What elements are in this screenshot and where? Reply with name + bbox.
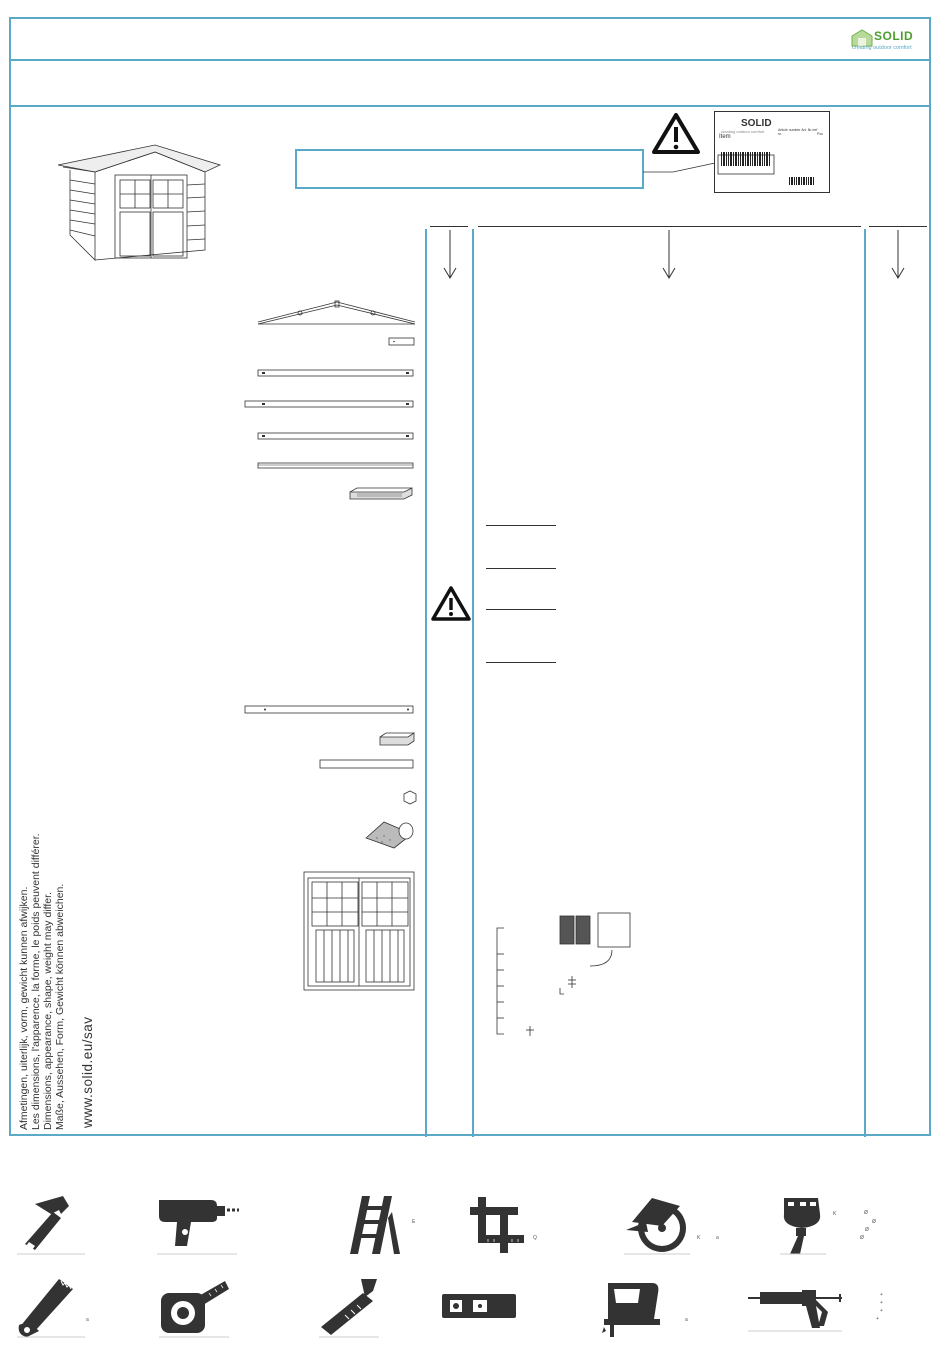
hammer-icon: [15, 1192, 90, 1257]
hole-saw-diameter-mark: Ø: [865, 1227, 869, 1233]
hole-saw-diameter-mark: Ø: [872, 1219, 876, 1225]
arrow-down-icon: [890, 230, 906, 282]
text-underline: [486, 525, 556, 526]
sticker-brand: SOLID: [741, 118, 772, 129]
column-divider-2: [472, 229, 474, 1137]
header-divider: [9, 59, 931, 61]
spirit-level-icon: [440, 1290, 520, 1324]
ladder-icon: [348, 1192, 403, 1257]
shed-illustration: [55, 140, 225, 265]
caulk-plus-mark: +: [876, 1316, 879, 1322]
text-underline: [486, 568, 556, 569]
part-small-block: [388, 337, 416, 347]
hole-saw-diameter-mark: Ø: [864, 1210, 868, 1216]
part-long-beam-1: [256, 368, 416, 378]
column-divider-1: [425, 229, 427, 1137]
part-floor-board: [347, 486, 417, 502]
sticker-qty-label: Pcs: [817, 132, 823, 136]
hole-saw-diameter-mark: Ø: [860, 1235, 864, 1241]
brand-tagline: creating outdoor comfort: [852, 45, 912, 51]
disclaimer-line-de: Maße, Aussehen, Form, Gewicht können abweichen.: [54, 883, 66, 1130]
part-double-door: [302, 870, 416, 992]
disclaimer-line-nl: Afmetingen, uiterlijk, vorm, gewicht kunnen afwijken.: [18, 886, 30, 1130]
warning-icon: [430, 584, 472, 624]
support-url: www.solid.eu/sav: [80, 1016, 95, 1128]
arrow-down-icon: [661, 230, 677, 282]
caulk-gun-icon: [746, 1282, 846, 1334]
tape-measure-icon: [157, 1275, 232, 1340]
assembly-diagram: [490, 908, 640, 1038]
warning-icon: [650, 110, 702, 158]
handsaw-mark: a: [86, 1317, 89, 1323]
drill-icon: [155, 1192, 240, 1257]
jigsaw-icon: [600, 1275, 672, 1340]
column-header-line-1: [430, 226, 468, 227]
square-icon: [468, 1195, 526, 1257]
handsaw-icon: [15, 1275, 90, 1340]
circular-saw-mark-k: K: [697, 1235, 701, 1241]
brand-logo: [848, 26, 928, 56]
sticker-tagline: creating outdoor comfort: [721, 129, 765, 134]
part-nut: [402, 789, 418, 807]
sticker-article-label: Article number Art. Nr./ref nr.: [778, 128, 818, 136]
caulk-plus-mark: +: [880, 1300, 883, 1306]
caulk-plus-mark: +: [880, 1308, 883, 1314]
square-mark: Q: [533, 1235, 537, 1241]
arrow-down-icon: [442, 230, 458, 282]
utility-knife-icon: [317, 1275, 382, 1340]
text-underline: [486, 662, 556, 663]
part-long-beam-4: [256, 460, 416, 470]
hole-saw-mark-k: K: [833, 1211, 837, 1217]
disclaimer-line-fr: Les dimensions, l'apparence, la forme, le poids peuvent différer.: [30, 833, 42, 1130]
part-wedge: [378, 731, 416, 747]
part-roofing-felt-roll: [362, 816, 417, 850]
sticker-item-label: Item: [719, 134, 731, 140]
disclaimer-line-en: Dimensions, appearance, shape, weight may differ.: [42, 892, 54, 1130]
column-header-line-3: [869, 226, 927, 227]
column-header-line-2: [478, 226, 861, 227]
brand-name: SOLID: [874, 29, 914, 43]
disclaimer-text: [18, 833, 66, 1130]
hole-saw-icon: [778, 1192, 828, 1257]
subheader-divider: [9, 105, 931, 107]
label-connector-line: [643, 160, 718, 180]
column-divider-3: [864, 229, 866, 1137]
circular-saw-mark-a: a: [716, 1235, 719, 1241]
part-long-beam-2: [243, 399, 416, 409]
part-extra-long-beam: [243, 704, 416, 716]
part-gable-truss: [255, 298, 417, 328]
part-long-beam-3: [256, 431, 416, 441]
circular-saw-icon: [622, 1192, 692, 1257]
text-underline: [486, 609, 556, 610]
product-sticker: [714, 111, 830, 193]
ladder-mark: E: [412, 1219, 416, 1225]
jigsaw-mark: a: [685, 1317, 688, 1323]
product-label-box: [295, 149, 644, 189]
caulk-plus-mark: +: [880, 1292, 883, 1298]
barcode-icon: [717, 150, 829, 190]
part-short-beam: [318, 758, 416, 770]
